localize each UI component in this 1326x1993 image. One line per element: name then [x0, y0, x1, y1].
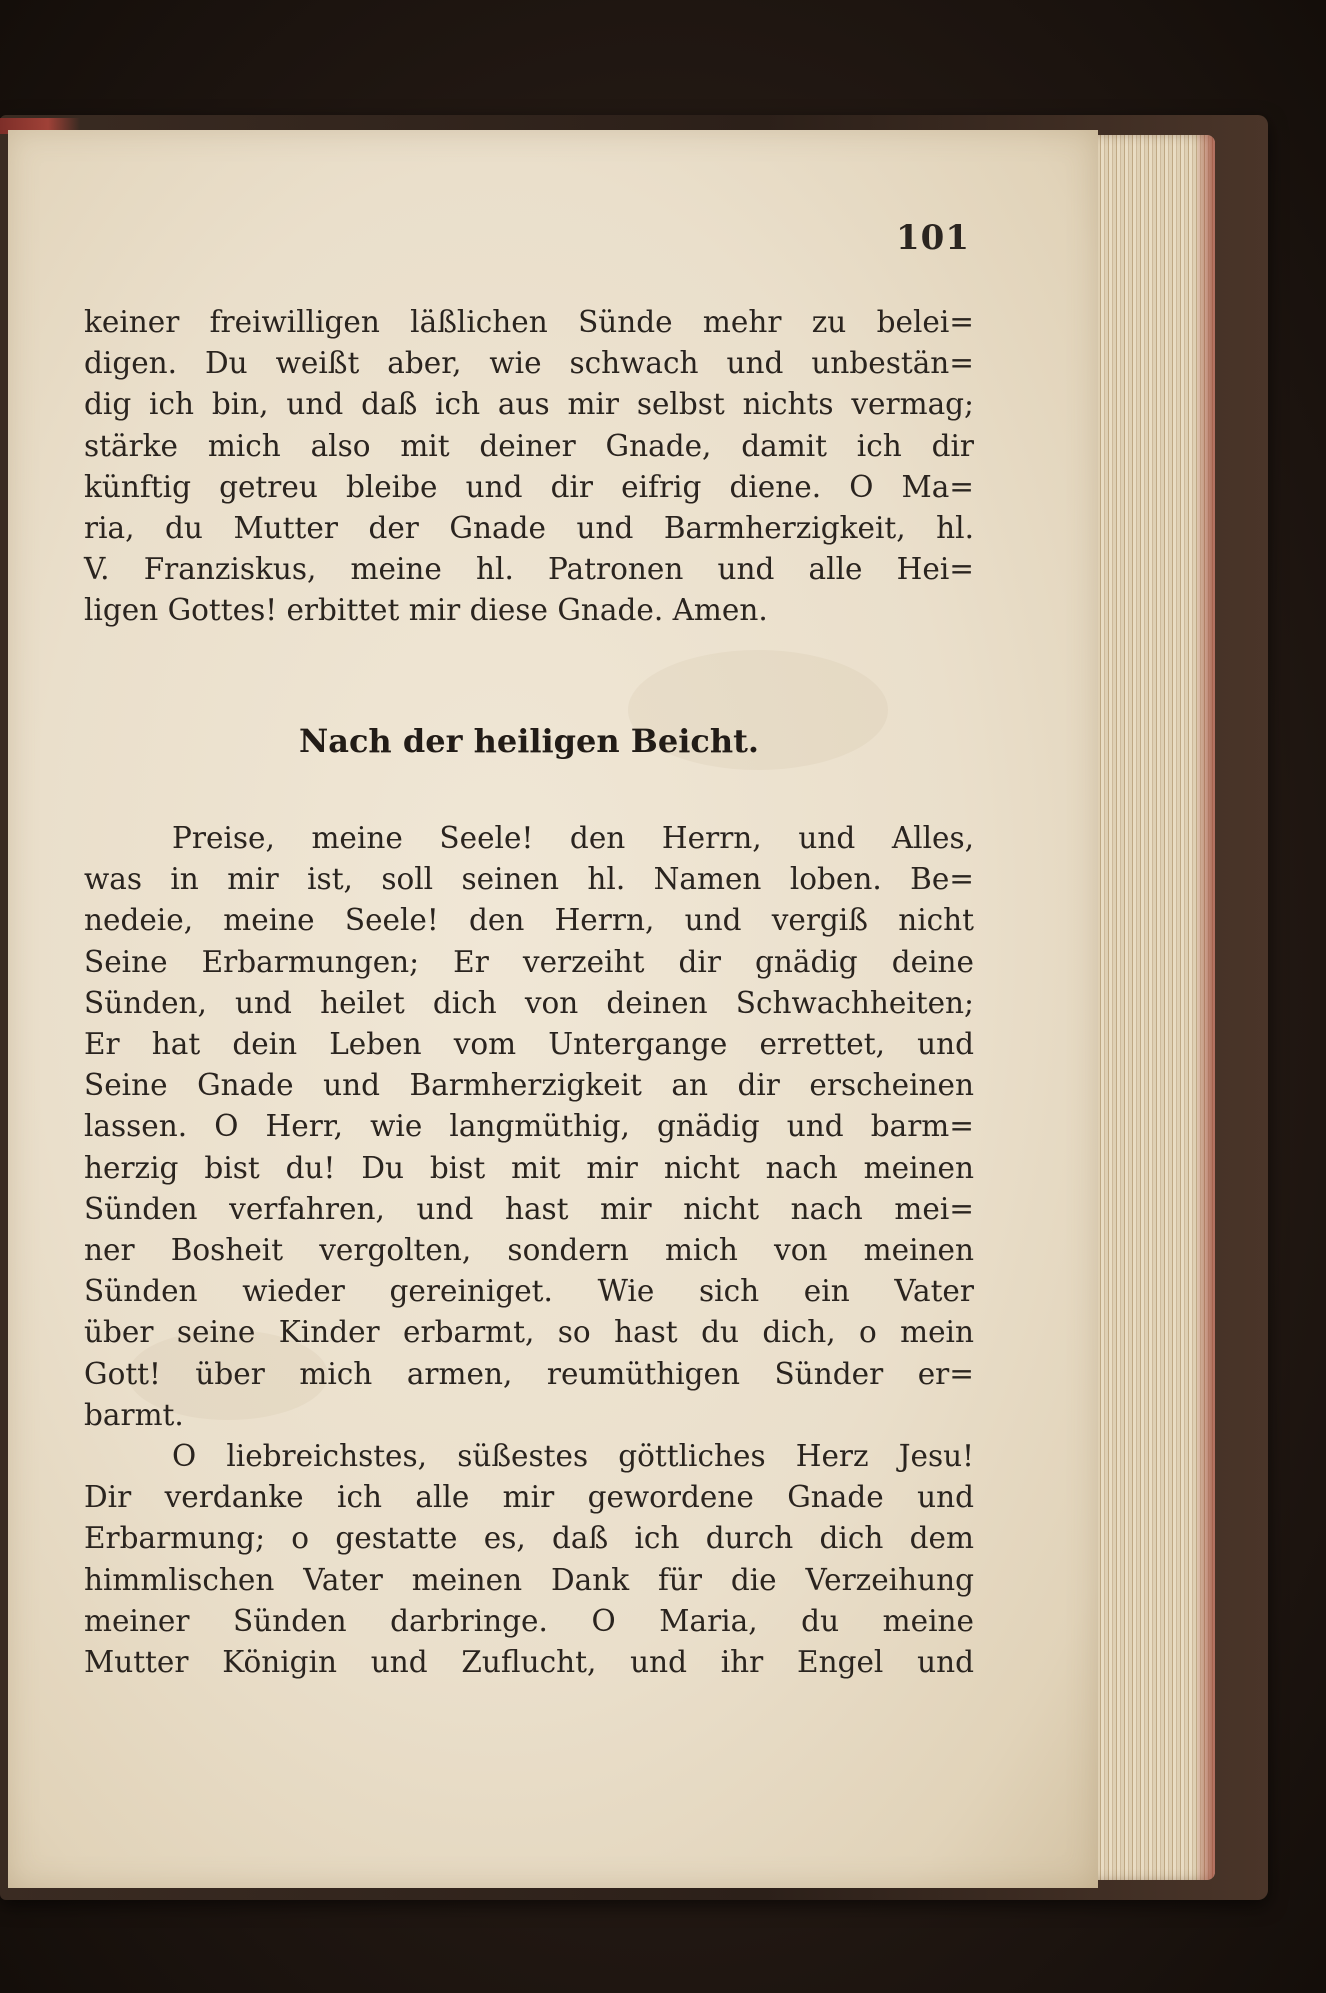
text-line: dig ich bin, und daß ich aus mir selbst nichts vermag; [84, 387, 974, 422]
text-line: digen. Du weißt aber, wie schwach und unbestän= [84, 346, 974, 381]
text-line: ner Bosheit vergolten, sondern mich von meinen [84, 1233, 974, 1268]
text-line: keiner freiwilligen läßlichen Sünde mehr zu belei= [84, 305, 974, 339]
text-line: V. Franziskus, meine hl. Patronen und alle Hei= [84, 552, 974, 587]
text-line: herzig bist du! Du bist mit mir nicht nach meinen [84, 1150, 974, 1185]
text-line: ligen Gottes! erbittet mir diese Gnade. Amen. [84, 593, 768, 628]
text-line: Erbarmung; o gestatte es, daß ich durch dich dem [84, 1521, 974, 1556]
text-line: Seine Gnade und Barmherzigkeit an dir erscheinen [84, 1068, 974, 1103]
book-page [8, 130, 1098, 1888]
text-line: nedeie, meine Seele! den Herrn, und vergiß nicht [84, 903, 974, 938]
text-line: ria, du Mutter der Gnade und Barmherzigkeit, hl. [84, 511, 974, 546]
text-line: O liebreichstes, süßestes göttliches Herz Jesu! [172, 1439, 974, 1473]
text-line: Mutter Königin und Zuflucht, und ihr Engel und [84, 1645, 974, 1680]
text-line: barmt. [84, 1397, 184, 1432]
text-line: Seine Erbarmungen; Er verzeiht dir gnädig deine [84, 944, 974, 979]
text-line: Sünden verfahren, und hast mir nicht nach mei= [84, 1191, 974, 1226]
paragraph-1 [84, 302, 974, 632]
text-line: stärke mich also mit deiner Gnade, damit ich dir [84, 428, 974, 463]
text-line: Dir verdanke ich alle mir gewordene Gnade und [84, 1480, 974, 1515]
text-line: meiner Sünden darbringe. O Maria, du meine [84, 1603, 974, 1638]
text-line: Er hat dein Leben vom Untergange errettet, und [84, 1027, 974, 1062]
paragraph-2 [84, 818, 974, 1436]
text-line: Preise, meine Seele! den Herrn, und Alles, [172, 821, 974, 855]
text-line: Gott! über mich armen, reumüthigen Sünder er= [84, 1356, 974, 1391]
text-line: himmlischen Vater meinen Dank für die Verzeihung [84, 1562, 974, 1597]
text-line: lassen. O Herr, wie langmüthig, gnädig und barm= [84, 1109, 974, 1144]
page-number: 101 [896, 218, 970, 258]
page-edges-stack [1085, 135, 1215, 1880]
text-line: Sünden, und heilet dich von deinen Schwachheiten; [84, 985, 974, 1020]
paragraph-3 [84, 1436, 974, 1683]
section-heading: Nach der heiligen Beicht. [298, 722, 760, 760]
text-line: künftig getreu bleibe und dir eifrig diene. O Ma= [84, 469, 974, 504]
text-line: über seine Kinder erbarmt, so hast du dich, o mein [84, 1315, 974, 1350]
text-line: was in mir ist, soll seinen hl. Namen loben. Be= [84, 862, 974, 897]
text-line: Sünden wieder gereiniget. Wie sich ein Vater [84, 1274, 974, 1309]
